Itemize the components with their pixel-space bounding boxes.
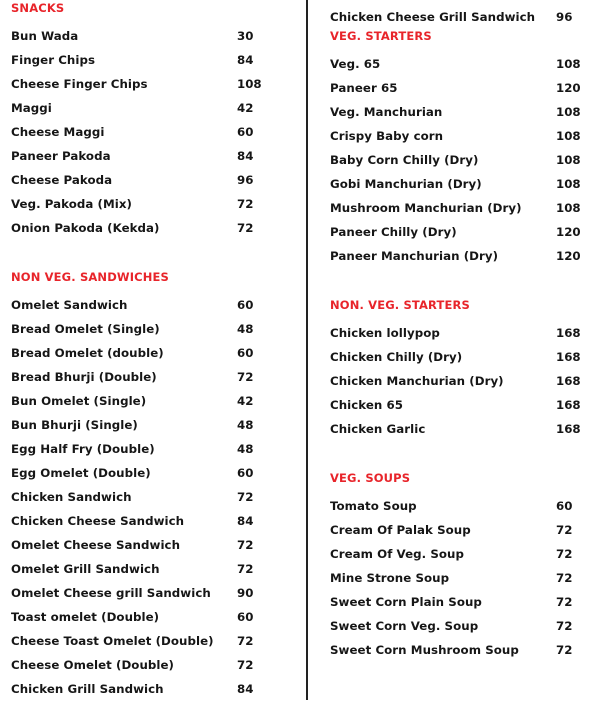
menu-item-name: Bread Omelet (Single) (11, 322, 160, 336)
menu-item-price: 84 (237, 149, 254, 163)
menu-item-name: Tomato Soup (330, 499, 417, 513)
menu-item-price: 108 (556, 177, 581, 191)
menu-item-list (11, 24, 298, 240)
menu-item-row (11, 677, 298, 701)
menu-item-row (330, 518, 594, 542)
menu-item-price: 96 (556, 10, 573, 24)
menu-item-row (11, 413, 298, 437)
menu-item-price: 42 (237, 101, 254, 115)
menu-item-price: 60 (237, 298, 254, 312)
menu-item-name: Chicken Sandwich (11, 490, 132, 504)
menu-item-price: 108 (556, 105, 581, 119)
menu-item-row (11, 461, 298, 485)
menu-item-price: 60 (237, 466, 254, 480)
menu-item-row (11, 365, 298, 389)
menu-item-name: Chicken Cheese Grill Sandwich (330, 10, 536, 24)
menu-item-price: 72 (237, 538, 254, 552)
menu-item-name: Sweet Corn Veg. Soup (330, 619, 479, 633)
menu-item-name: Omelet Grill Sandwich (11, 562, 160, 576)
menu-item-price: 42 (237, 394, 254, 408)
menu-item-row (330, 321, 594, 345)
menu-item-price: 108 (556, 201, 581, 215)
menu-item-price: 168 (556, 326, 581, 340)
menu-item-name: Mushroom Manchurian (Dry) (330, 201, 522, 215)
menu-item-row (330, 590, 594, 614)
menu-item-price: 168 (556, 350, 581, 364)
menu-item-price: 72 (237, 370, 254, 384)
menu-item-row (11, 192, 298, 216)
menu-item-row (330, 566, 594, 590)
menu-item-price: 48 (237, 442, 254, 456)
menu-item-row (11, 96, 298, 120)
menu-section (330, 471, 594, 662)
menu-item-price: 84 (237, 514, 254, 528)
menu-item-name: Chicken Cheese Sandwich (11, 514, 185, 528)
menu-item-price: 72 (237, 221, 254, 235)
menu-item-price: 108 (237, 77, 262, 91)
menu-item-price: 84 (237, 53, 254, 67)
menu-item-name: Cream Of Veg. Soup (330, 547, 464, 561)
menu-item-name: Omelet Cheese grill Sandwich (11, 586, 211, 600)
menu-item-price: 72 (556, 619, 573, 633)
menu-item-name: Bread Omelet (double) (11, 346, 164, 360)
menu-item-row (330, 5, 594, 29)
menu-item-name: Chicken Manchurian (Dry) (330, 374, 504, 388)
menu-item-row (330, 494, 594, 518)
menu-item-row (11, 48, 298, 72)
menu-item-name: Crispy Baby corn (330, 129, 444, 143)
menu-item-price: 108 (556, 57, 581, 71)
menu-item-name: Cheese Pakoda (11, 173, 113, 187)
menu-item-list (330, 52, 594, 268)
menu-item-price: 72 (556, 523, 573, 537)
menu-item-price: 168 (556, 374, 581, 388)
menu-item-row (330, 542, 594, 566)
menu-item-name: Chicken 65 (330, 398, 404, 412)
menu-item-row (11, 533, 298, 557)
menu-item-name: Gobi Manchurian (Dry) (330, 177, 482, 191)
menu-item-price: 108 (556, 129, 581, 143)
menu-item-name: Sweet Corn Mushroom Soup (330, 643, 519, 657)
menu-item-row (330, 220, 594, 244)
menu-item-list (330, 494, 594, 662)
menu-item-name: Sweet Corn Plain Soup (330, 595, 482, 609)
menu-section-header: VEG. STARTERS (330, 29, 432, 43)
menu-item-price: 72 (556, 571, 573, 585)
menu-continued-list (330, 5, 594, 29)
menu-item-name: Chicken Grill Sandwich (11, 682, 164, 696)
menu-item-row (11, 605, 298, 629)
menu-item-name: Maggi (11, 101, 52, 115)
menu-item-name: Bun Bhurji (Single) (11, 418, 138, 432)
menu-section (11, 1, 298, 240)
menu-item-row (330, 614, 594, 638)
menu-item-name: Veg. Pakoda (Mix) (11, 197, 132, 211)
menu-item-price: 72 (237, 634, 254, 648)
menu-section (11, 270, 298, 701)
menu-item-name: Mine Strone Soup (330, 571, 450, 585)
menu-item-row (330, 393, 594, 417)
menu-item-price: 72 (556, 547, 573, 561)
menu-item-row (11, 653, 298, 677)
menu-item-name: Omelet Sandwich (11, 298, 128, 312)
menu-item-name: Bun Omelet (Single) (11, 394, 147, 408)
menu-item-row (11, 72, 298, 96)
menu-item-row (330, 345, 594, 369)
menu-item-row (11, 389, 298, 413)
menu-item-name: Egg Omelet (Double) (11, 466, 151, 480)
menu-item-price: 60 (237, 610, 254, 624)
menu-item-row (11, 317, 298, 341)
menu-item-name: Paneer Manchurian (Dry) (330, 249, 499, 263)
menu-section-header: SNACKS (11, 1, 65, 15)
menu-section-header: NON VEG. SANDWICHES (11, 270, 169, 284)
menu-item-name: Paneer Pakoda (11, 149, 111, 163)
menu-item-price: 168 (556, 398, 581, 412)
menu-item-row (11, 144, 298, 168)
menu-item-price: 30 (237, 29, 254, 43)
menu-item-name: Baby Corn Chilly (Dry) (330, 153, 479, 167)
menu-item-row (330, 52, 594, 76)
menu-item-price: 90 (237, 586, 254, 600)
menu-item-price: 60 (237, 125, 254, 139)
menu-item-name: Cheese Maggi (11, 125, 105, 139)
menu-item-name: Veg. 65 (330, 57, 381, 71)
menu-item-name: Finger Chips (11, 53, 96, 67)
menu-item-list (11, 293, 298, 701)
menu-item-row (11, 581, 298, 605)
menu-item-price: 96 (237, 173, 254, 187)
menu-item-row (330, 417, 594, 441)
menu-item-row (330, 172, 594, 196)
menu-item-list (330, 321, 594, 441)
menu-item-price: 108 (556, 153, 581, 167)
menu-item-name: Onion Pakoda (Kekda) (11, 221, 160, 235)
menu-item-name: Cream Of Palak Soup (330, 523, 471, 537)
menu-item-row (11, 24, 298, 48)
menu-column-right (308, 0, 600, 662)
menu-item-price: 72 (237, 490, 254, 504)
menu-item-price: 168 (556, 422, 581, 436)
menu-item-price: 72 (556, 595, 573, 609)
menu-item-row (11, 341, 298, 365)
menu-item-row (330, 196, 594, 220)
menu-item-name: Chicken lollypop (330, 326, 440, 340)
menu-item-name: Cheese Finger Chips (11, 77, 148, 91)
menu-item-row (330, 124, 594, 148)
menu-item-price: 72 (237, 197, 254, 211)
menu-item-price: 120 (556, 81, 581, 95)
menu-item-name: Paneer Chilly (Dry) (330, 225, 457, 239)
menu-item-row (11, 557, 298, 581)
menu-item-name: Chicken Garlic (330, 422, 426, 436)
menu-section (330, 298, 594, 441)
menu-item-price: 120 (556, 249, 581, 263)
menu-section-header: VEG. SOUPS (330, 471, 411, 485)
menu-item-name: Cheese Omelet (Double) (11, 658, 174, 672)
menu-item-row (330, 244, 594, 268)
menu-item-name: Bread Bhurji (Double) (11, 370, 157, 384)
menu-item-row (11, 485, 298, 509)
menu-item-row (11, 509, 298, 533)
menu-item-row (11, 437, 298, 461)
menu-item-price: 120 (556, 225, 581, 239)
menu-item-name: Bun Wada (11, 29, 79, 43)
menu-section (330, 29, 594, 268)
menu-section-header: NON. VEG. STARTERS (330, 298, 470, 312)
menu-item-row (11, 216, 298, 240)
menu-item-price: 60 (237, 346, 254, 360)
menu-item-price: 72 (237, 658, 254, 672)
menu-item-row (330, 638, 594, 662)
menu-item-name: Egg Half Fry (Double) (11, 442, 155, 456)
menu-item-price: 48 (237, 322, 254, 336)
menu-item-name: Cheese Toast Omelet (Double) (11, 634, 214, 648)
menu-item-row (330, 76, 594, 100)
menu-item-row (11, 293, 298, 317)
menu-item-row (11, 168, 298, 192)
menu-item-price: 72 (556, 643, 573, 657)
menu-item-name: Chicken Chilly (Dry) (330, 350, 463, 364)
menu-item-row (11, 629, 298, 653)
menu-item-price: 48 (237, 418, 254, 432)
menu-item-row (11, 120, 298, 144)
menu-item-row (330, 369, 594, 393)
menu-item-price: 60 (556, 499, 573, 513)
menu-item-row (330, 100, 594, 124)
menu-item-price: 84 (237, 682, 254, 696)
menu-item-name: Omelet Cheese Sandwich (11, 538, 181, 552)
menu-item-name: Veg. Manchurian (330, 105, 443, 119)
menu-item-price: 72 (237, 562, 254, 576)
menu-item-name: Paneer 65 (330, 81, 398, 95)
menu-item-name: Toast omelet (Double) (11, 610, 160, 624)
menu-item-row (330, 148, 594, 172)
